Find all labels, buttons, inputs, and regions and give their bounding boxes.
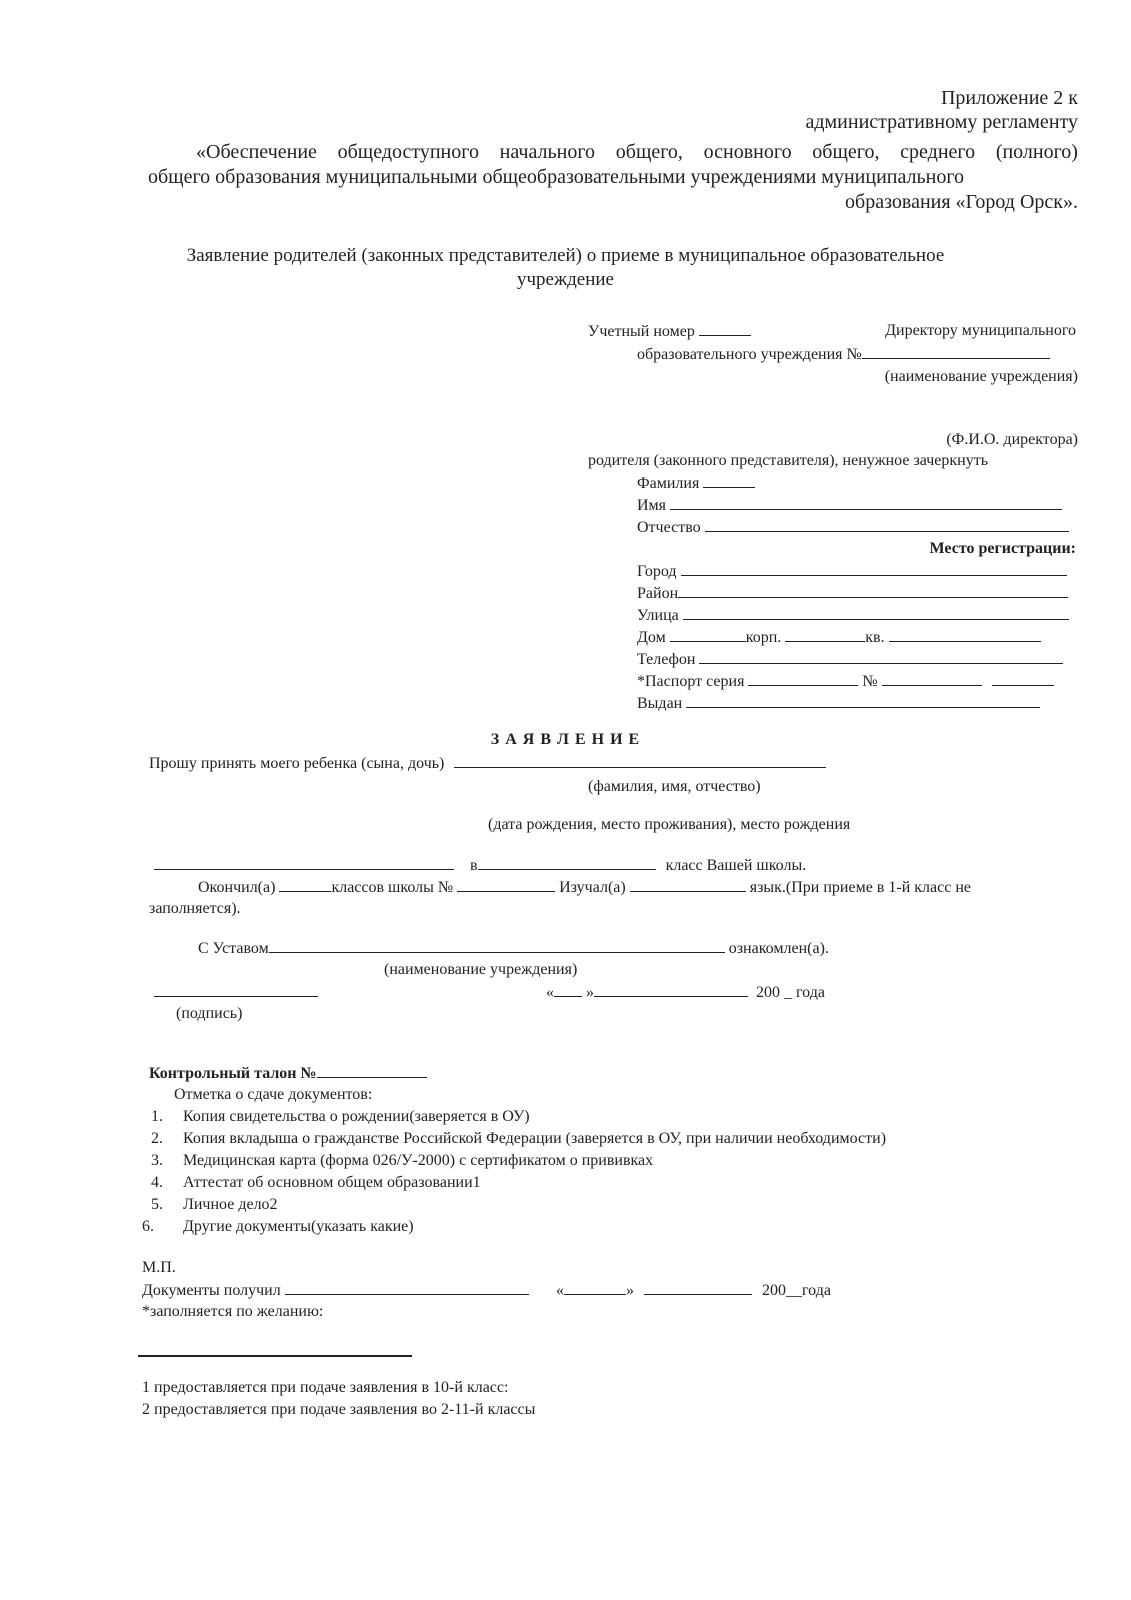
application-day-field[interactable] [554, 982, 582, 997]
list-item: 3. [151, 1152, 163, 1169]
finished-row: Окончил(а) классов школы № Изучал(а) язык.(При приеме в 1-й класс не [198, 879, 971, 896]
district-field[interactable] [678, 583, 1068, 598]
director-label: Директору муниципального [885, 322, 1076, 339]
institution-row: образовательного учреждения № [637, 344, 1050, 365]
finished-classes-field[interactable] [279, 877, 331, 892]
child-fio-field[interactable] [454, 753, 826, 768]
charter-row: С Уставом ознакомлен(а). [198, 940, 829, 957]
passport-row: *Паспорт серия № [637, 671, 1054, 692]
apartment-field[interactable] [889, 627, 1041, 642]
footnote-divider [138, 1355, 412, 1357]
list-item: 4. [151, 1174, 163, 1191]
application-month-field[interactable] [594, 982, 748, 997]
list-item-text: Копия вкладыша о гражданстве Российской Федерации (заверяется в ОУ, при наличии необходимости) [183, 1130, 887, 1147]
birth-details-field[interactable] [154, 855, 454, 870]
passport-series-field[interactable] [748, 671, 858, 686]
issued-row: Выдан [637, 693, 1040, 714]
language-note-cont: заполняется). [149, 900, 241, 917]
class-row: в класс Вашей школы. [154, 855, 806, 876]
coupon-number-field[interactable] [317, 1063, 427, 1078]
charter-hint: (наименование учреждения) [384, 961, 578, 978]
street-row: Улица [637, 605, 1069, 626]
name-row: Имя [637, 495, 1062, 516]
city-row: Город [637, 561, 1067, 582]
stamp-label: М.П. [142, 1259, 176, 1276]
house-field[interactable] [670, 627, 746, 642]
city-field[interactable] [681, 561, 1067, 576]
request-row: Прошу принять моего ребенка (сына, дочь) [149, 753, 826, 774]
birth-hint: (дата рождения, место проживания), место рождения [488, 816, 851, 833]
signature-field[interactable] [154, 982, 318, 997]
received-day-field[interactable] [564, 1280, 626, 1295]
list-item-text: Другие документы(указать какие) [183, 1218, 414, 1235]
signature-hint: (подпись) [176, 1005, 243, 1022]
service-title-line3: образования «Город Орск». [845, 191, 1078, 213]
patronymic-row: Отчество [637, 517, 1069, 538]
list-item-text: Аттестат об основном общем образовании1 [183, 1174, 481, 1191]
list-item: 1. [151, 1108, 163, 1125]
issued-field[interactable] [686, 693, 1040, 708]
received-month-field[interactable] [644, 1280, 752, 1295]
charter-institution-field[interactable] [269, 938, 725, 953]
language-field[interactable] [630, 877, 746, 892]
received-row: Документы получил [142, 1280, 529, 1301]
class-number-field[interactable] [478, 855, 656, 870]
parent-label: родителя (законного представителя), ненужное зачеркнуть [588, 452, 989, 469]
list-item: 2. [151, 1130, 163, 1147]
patronymic-field[interactable] [705, 517, 1069, 532]
account-number-field[interactable] [699, 321, 751, 336]
surname-field[interactable] [703, 473, 755, 488]
institution-hint: (наименование учреждения) [884, 368, 1078, 385]
district-row: Район [637, 583, 1068, 604]
list-item-text: Медицинская карта (форма 026/У-2000) с сертификатом о прививках [183, 1152, 654, 1169]
footnote-2: 2 предоставляется при подаче заявления во 2-11-й классы [142, 1401, 536, 1418]
optional-note: *заполняется по желанию: [142, 1303, 324, 1320]
list-item: 6. [142, 1218, 154, 1235]
application-date: « » 200 _ года [546, 984, 825, 1001]
surname-row: Фамилия [637, 473, 755, 494]
fio-hint: (фамилия, имя, отчество) [588, 778, 761, 795]
account-number-row: Учетный номер [588, 321, 751, 342]
service-title-line2: общего образования муниципальными общеобразовательными учреждениями муниципального [148, 166, 965, 188]
school-number-field[interactable] [457, 877, 555, 892]
name-field[interactable] [670, 495, 1062, 510]
list-item-text: Копия свидетельства о рождении(заверяется в ОУ) [183, 1108, 530, 1125]
phone-row: Телефон [637, 649, 1063, 670]
director-fio-hint: (Ф.И.О. директора) [946, 431, 1078, 448]
received-by-field[interactable] [285, 1280, 529, 1295]
coupon-subheading: Отметка о сдаче документов: [174, 1086, 373, 1103]
passport-number-field[interactable] [882, 671, 982, 686]
page-title-cont: учреждение [517, 269, 614, 290]
list-item-text: Личное дело2 [183, 1196, 278, 1213]
coupon-heading: Контрольный талон № [149, 1063, 427, 1084]
registration-heading: Место регистрации: [929, 540, 1076, 557]
house-row: Дом корп. кв. [637, 627, 1041, 648]
service-title-line1: «Обеспечение общедоступного начального общего, основного общего, среднего (полного) [196, 141, 1078, 163]
building-field[interactable] [785, 627, 865, 642]
received-date: « » 200__года [556, 1282, 831, 1299]
regulation-label: административному регламенту [805, 111, 1078, 133]
footnote-1: 1 предоставляется при подаче заявления в 10-й класс: [142, 1379, 509, 1396]
signature-date-row [154, 982, 318, 1003]
list-item: 5. [151, 1196, 163, 1213]
page-title: Заявление родителей (законных представителей) о приеме в муниципальное образовательное [186, 245, 945, 266]
passport-extra-field[interactable] [992, 671, 1054, 686]
appendix-label: Приложение 2 к [940, 87, 1078, 109]
phone-field[interactable] [699, 649, 1063, 664]
application-heading: З А Я В Л Е Н И Е [490, 731, 641, 748]
institution-field[interactable] [862, 344, 1050, 359]
street-field[interactable] [683, 605, 1069, 620]
